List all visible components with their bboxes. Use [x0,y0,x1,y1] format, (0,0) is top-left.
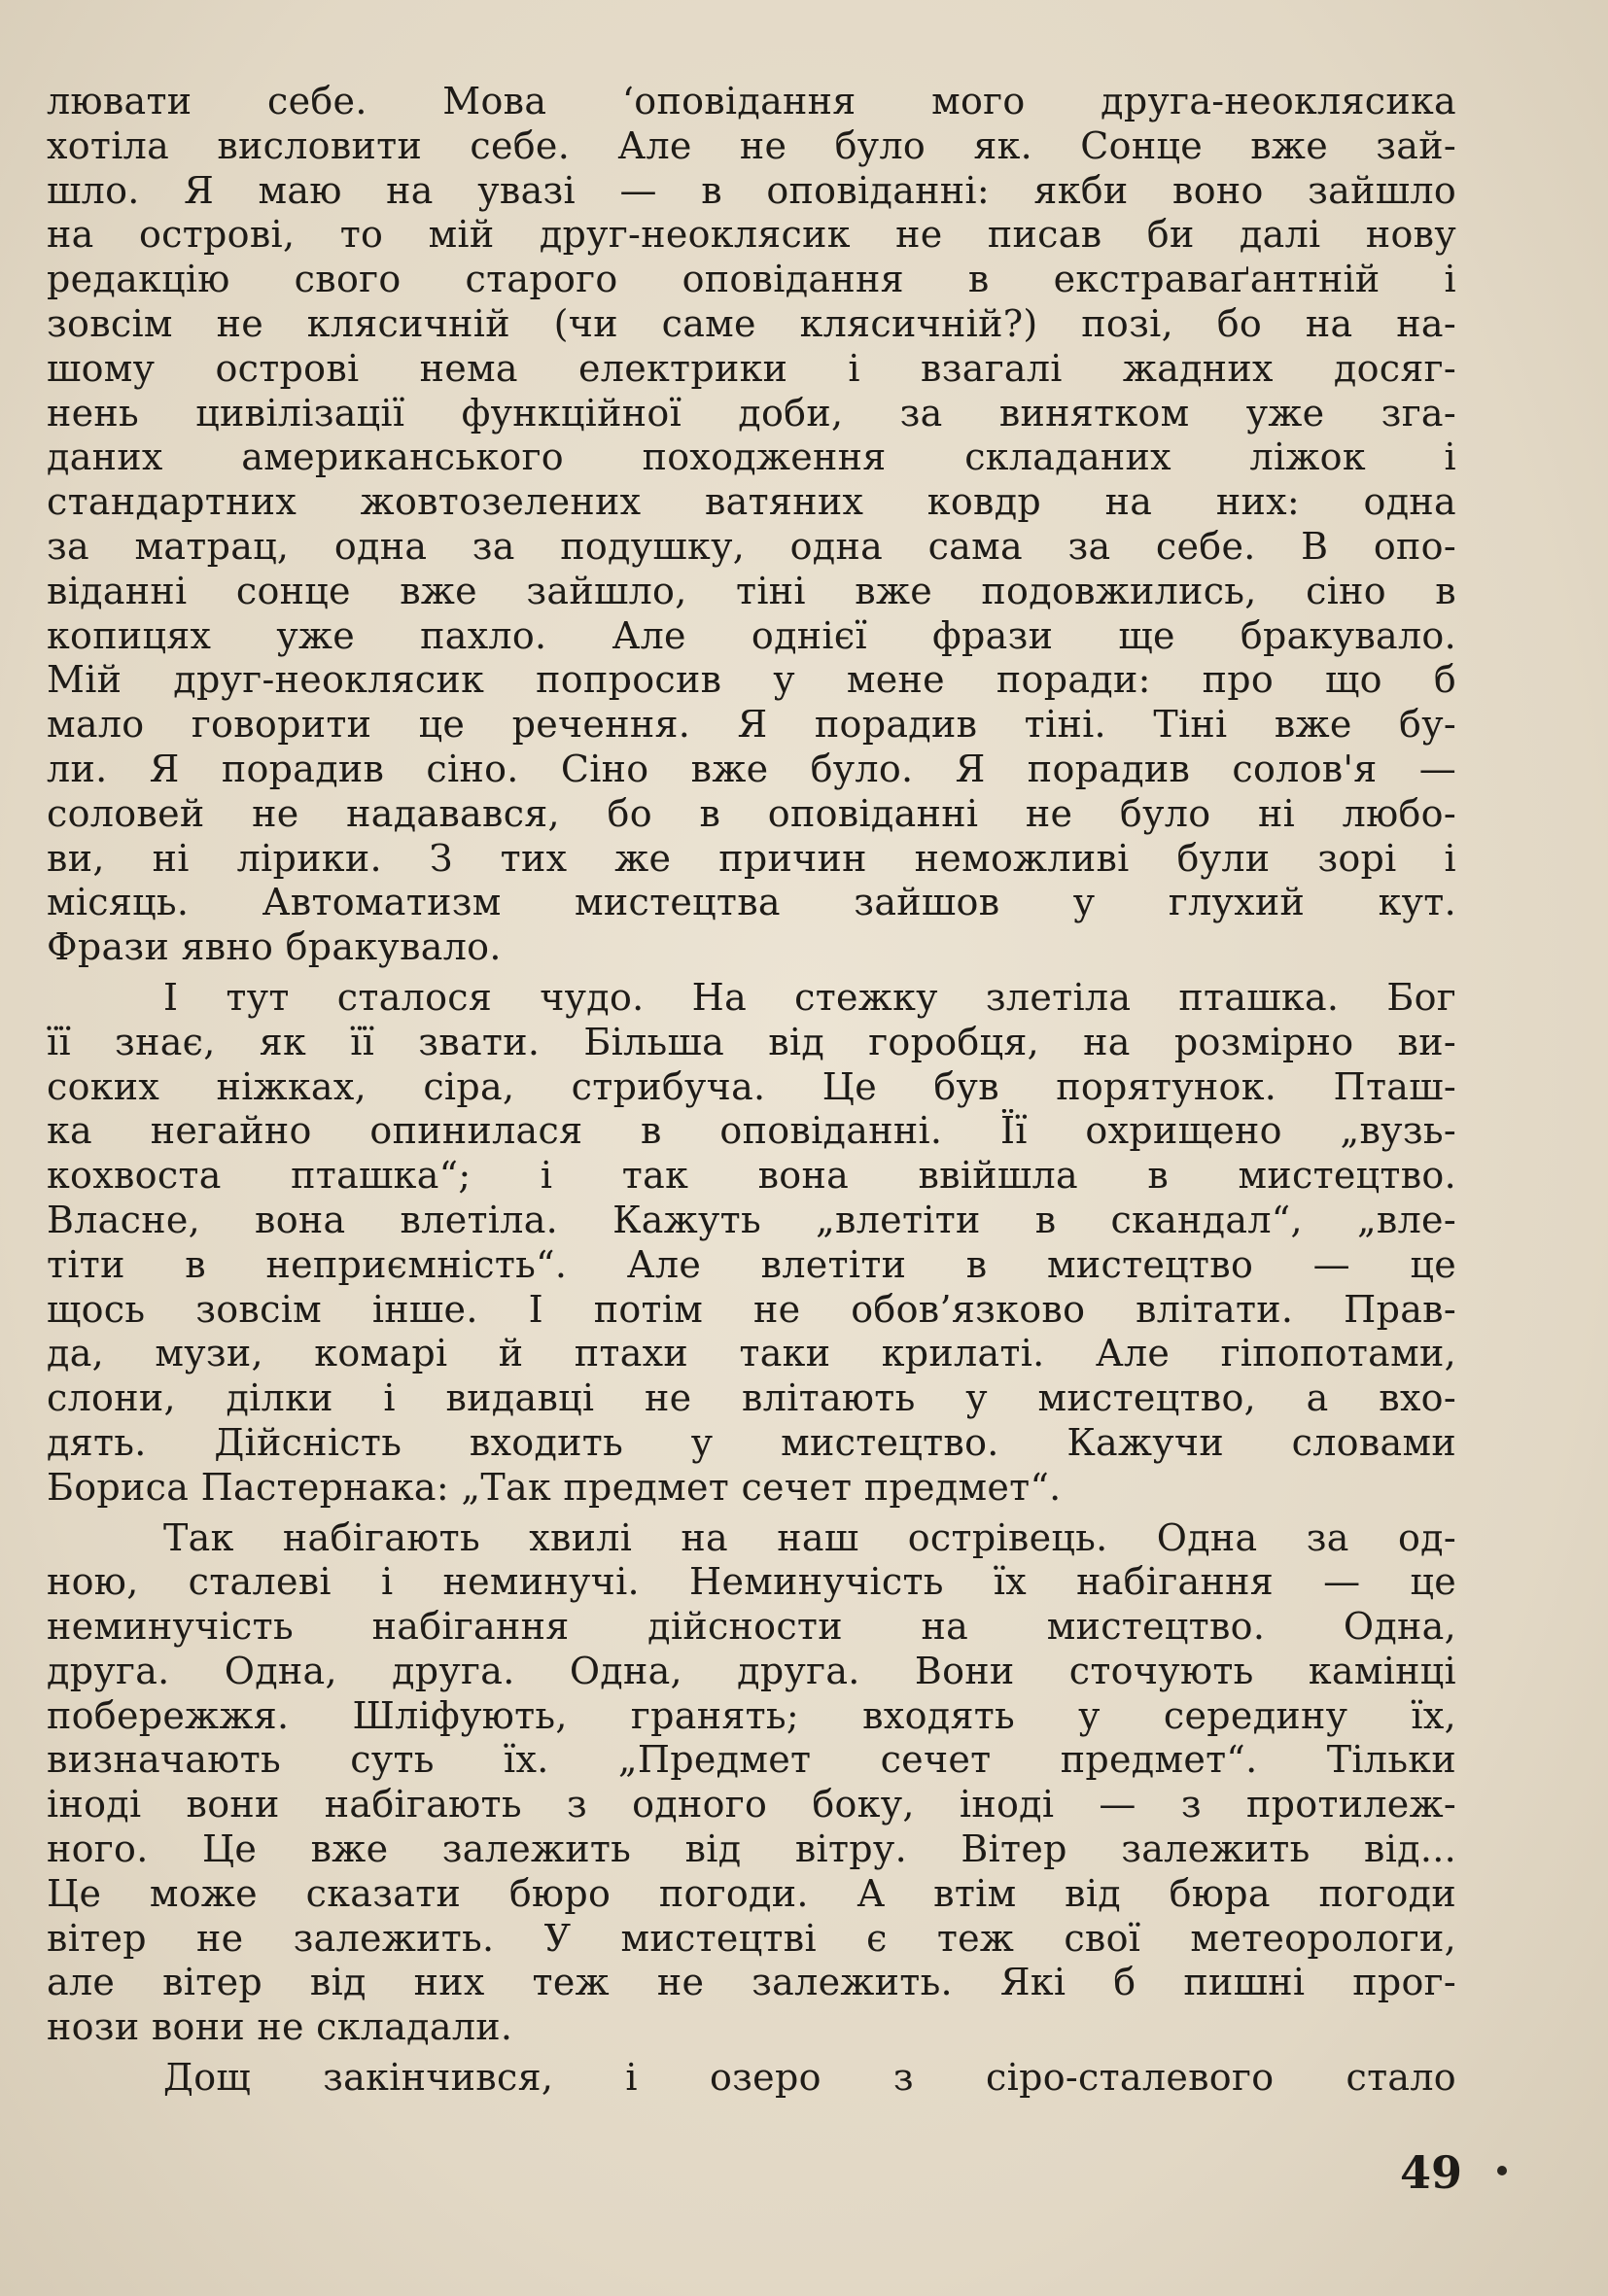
text-line: Дощ закінчився, і озеро з сіро-сталевого стало [163,2056,1456,2100]
text-line: Так набігають хвилі на наш острівець. Одна за од- [163,1515,1456,1559]
text-line: але вітер від них теж не залежить. Які б пишні прог- [47,1961,1456,2004]
text-line: щось зовсім інше. І потім не обов’язково влітати. Прав- [47,1287,1456,1331]
text-line: ли. Я порадив сіно. Сіно вже було. Я порадив солов'я — [47,747,1456,790]
text-line: шому острові нема електрики і взагалі жадних досяг- [47,346,1456,390]
text-line: її знає, як її звати. Більша від горобця, на розмірно ви- [47,1020,1456,1063]
text-line: вітер не залежить. У мистецтві є теж свої метеорологи, [47,1916,1456,1960]
paragraph-1 [47,80,1456,970]
text-line: на острові, то мій друг-неоклясик не писав би далі нову [47,213,1456,257]
text-line: друга. Одна, друга. Одна, друга. Вони сточують камінці [47,1649,1456,1692]
text-line: Бориса Пастернака: „Так предмет сечет предмет“. [47,1465,1062,1509]
text-line: редакцію свого старого оповідання в екстраваґантній і [47,258,1456,301]
text-line: місяць. Автоматизм мистецтва зайшов у глухий кут. [47,881,1456,924]
text-line: неминучість набігання дійсности на мистецтво. Одна, [47,1605,1456,1649]
text-line: стандартних жовтозелених ватяних ковдр на них: одна [47,480,1456,524]
text-line: даних американського походження складаних ліжок і [47,435,1456,479]
text-line: ка негайно опинилася в оповіданні. Її охрищено „вузь- [47,1109,1456,1153]
text-line: соловей не надавався, бо в оповіданні не було ні любо- [47,791,1456,835]
text-line: слони, ділки і видавці не влітають у мистецтво, а вхо- [47,1376,1456,1420]
text-line: Мій друг-неоклясик попросив у мене поради: про що б [47,658,1456,702]
text-line: Фрази явно бракувало. [47,925,502,969]
text-line: ного. Це вже залежить від вітру. Вітер залежить від... [47,1827,1456,1871]
text-line: копицях уже пахло. Але однієї фрази ще бракувало. [47,613,1456,657]
text-line: І тут сталося чудо. На стежку злетіла пташка. Бог [163,975,1456,1019]
text-line: нози вони не складали. [47,2005,513,2049]
text-line: Це може сказати бюро погоди. А втім від бюра погоди [47,1871,1456,1915]
paragraph-4 [47,2056,1456,2101]
page-number: 49 [1400,2146,1463,2199]
text-line: зовсім не клясичній (чи саме клясичній?) позі, бо на на- [47,301,1456,345]
text-line: за матрац, одна за подушку, одна сама за себе. В опо- [47,524,1456,568]
text-line: шло. Я маю на увазі — в оповіданні: якби воно зайшло [47,168,1456,212]
paragraph-2 [47,976,1456,1511]
text-page [47,80,1456,2101]
text-line: дять. Дійсність входить у мистецтво. Кажучи словами [47,1420,1456,1464]
text-line: кохвоста пташка“; і так вона ввійшла в мистецтво. [47,1154,1456,1198]
text-line: нень цивілізації функційної доби, за винятком уже зга- [47,391,1456,435]
paragraph-3 [47,1516,1456,2051]
text-line: хотіла висловити себе. Але не було як. Сонце вже зай- [47,123,1456,167]
text-line: мало говорити це речення. Я порадив тіні. Тіні вже бу- [47,703,1456,747]
text-line: побережжя. Шліфують, гранять; входять у середину їх, [47,1693,1456,1737]
text-line: іноді вони набігають з одного боку, іноді — з протилеж- [47,1783,1456,1826]
text-line: визначають суть їх. „Предмет сечет предмет“. Тільки [47,1738,1456,1782]
text-line: тіти в неприємність“. Але влетіти в мистецтво — це [47,1242,1456,1286]
text-line: лювати себе. Мова ‘оповідання мого друга-неоклясика [47,80,1456,122]
text-line: соких ніжках, сіра, стрибуча. Це був порятунок. Пташ- [47,1064,1456,1108]
text-line: ви, ні лірики. З тих же причин неможливі були зорі і [47,836,1456,880]
text-line: да, музи, комарі й птахи таки крилаті. Але гіпопотами, [47,1332,1456,1375]
text-line: віданні сонце вже зайшло, тіні вже подовжились, сіно в [47,569,1456,612]
text-line: ною, сталеві і неминучі. Неминучість їх набігання — це [47,1560,1456,1604]
text-line: Власне, вона влетіла. Кажуть „влетіти в скандал“, „вле- [47,1198,1456,1241]
page-dot [1497,2166,1507,2175]
